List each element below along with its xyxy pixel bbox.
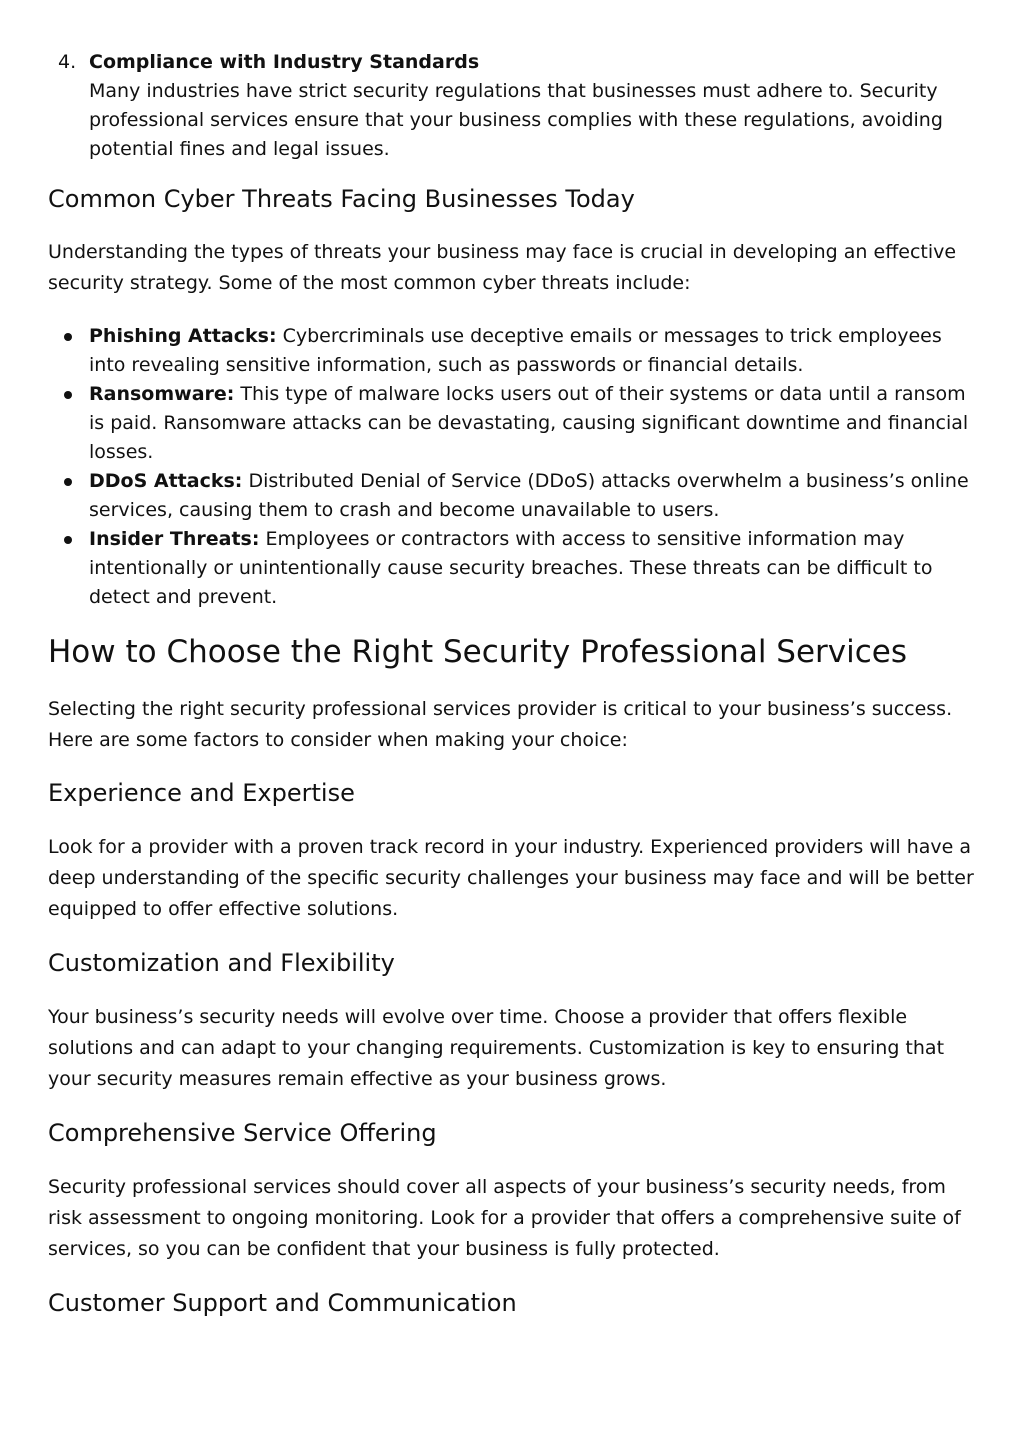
threat-text: Cybercriminals use deceptive emails or messages to trick employees into revealing sensitive information, such as passwords or financial details. [89,325,942,376]
threat-term: Insider Threats: [89,528,260,550]
threat-text: This type of malware locks users out of their systems or data until a ransom is paid. Ransomware attacks can be devastating, causing significant downtime and financial losses. [89,383,969,463]
threat-term: Phishing Attacks: [89,325,277,347]
bullet-icon [64,536,72,544]
subsection-text-customization: Your business’s security needs will evolve over time. Choose a provider that offers flexible solutions and can adapt to your changing requirements. Customization is key to ensuring that your security measures remain effective as your business grows. [48,1006,945,1090]
list-item [48,322,978,380]
subsection-text-comprehensive: Security professional services should cover all aspects of your business’s security needs, from risk assessment to ongoing monitoring. Look for a provider that offers a comprehensive suite of services, so you can be confident that your business is fully protected. [48,1176,961,1260]
list-item-text: Many industries have strict security regulations that businesses must adhere to. Security professional services ensure that your business complies with these regulations, avoiding potential fines and legal issues. [89,80,943,160]
threat-term: Ransomware: [89,383,235,405]
list-item [48,525,978,612]
subsection-heading-experience: Experience and Expertise [48,779,355,807]
bullet-icon [64,333,72,341]
threats-list [48,322,978,612]
threat-text: Employees or contractors with access to sensitive information may intentionally or unintentionally cause security breaches. These threats can be difficult to detect and prevent. [89,528,933,608]
subsection-heading-support: Customer Support and Communication [48,1289,517,1317]
threats-intro: Understanding the types of threats your business may face is crucial in developing an effective security strategy. Some of the most common cyber threats include: [48,241,957,294]
bullet-icon [64,478,72,486]
list-item-body [89,48,979,164]
subsection-heading-comprehensive: Comprehensive Service Offering [48,1119,437,1147]
list-number: 4. [58,51,77,73]
choose-heading: How to Choose the Right Security Professional Services [48,634,908,670]
bullet-icon [64,391,72,399]
list-item [48,380,978,467]
subsection-heading-customization: Customization and Flexibility [48,949,395,977]
choose-intro: Selecting the right security professional services provider is critical to your business’s success. Here are some factors to consider when making your choice: [48,698,953,751]
threats-heading: Common Cyber Threats Facing Businesses Today [48,185,635,213]
threat-text: Distributed Denial of Service (DDoS) attacks overwhelm a business’s online services, causing them to crash and become unavailable to users. [89,470,969,521]
threat-term: DDoS Attacks: [89,470,243,492]
subsection-text-experience: Look for a provider with a proven track record in your industry. Experienced providers will have a deep understanding of the specific security challenges your business may face and will be better equipped to offer effective solutions. [48,836,974,920]
list-item-title: Compliance with Industry Standards [89,51,480,73]
list-item [48,467,978,525]
